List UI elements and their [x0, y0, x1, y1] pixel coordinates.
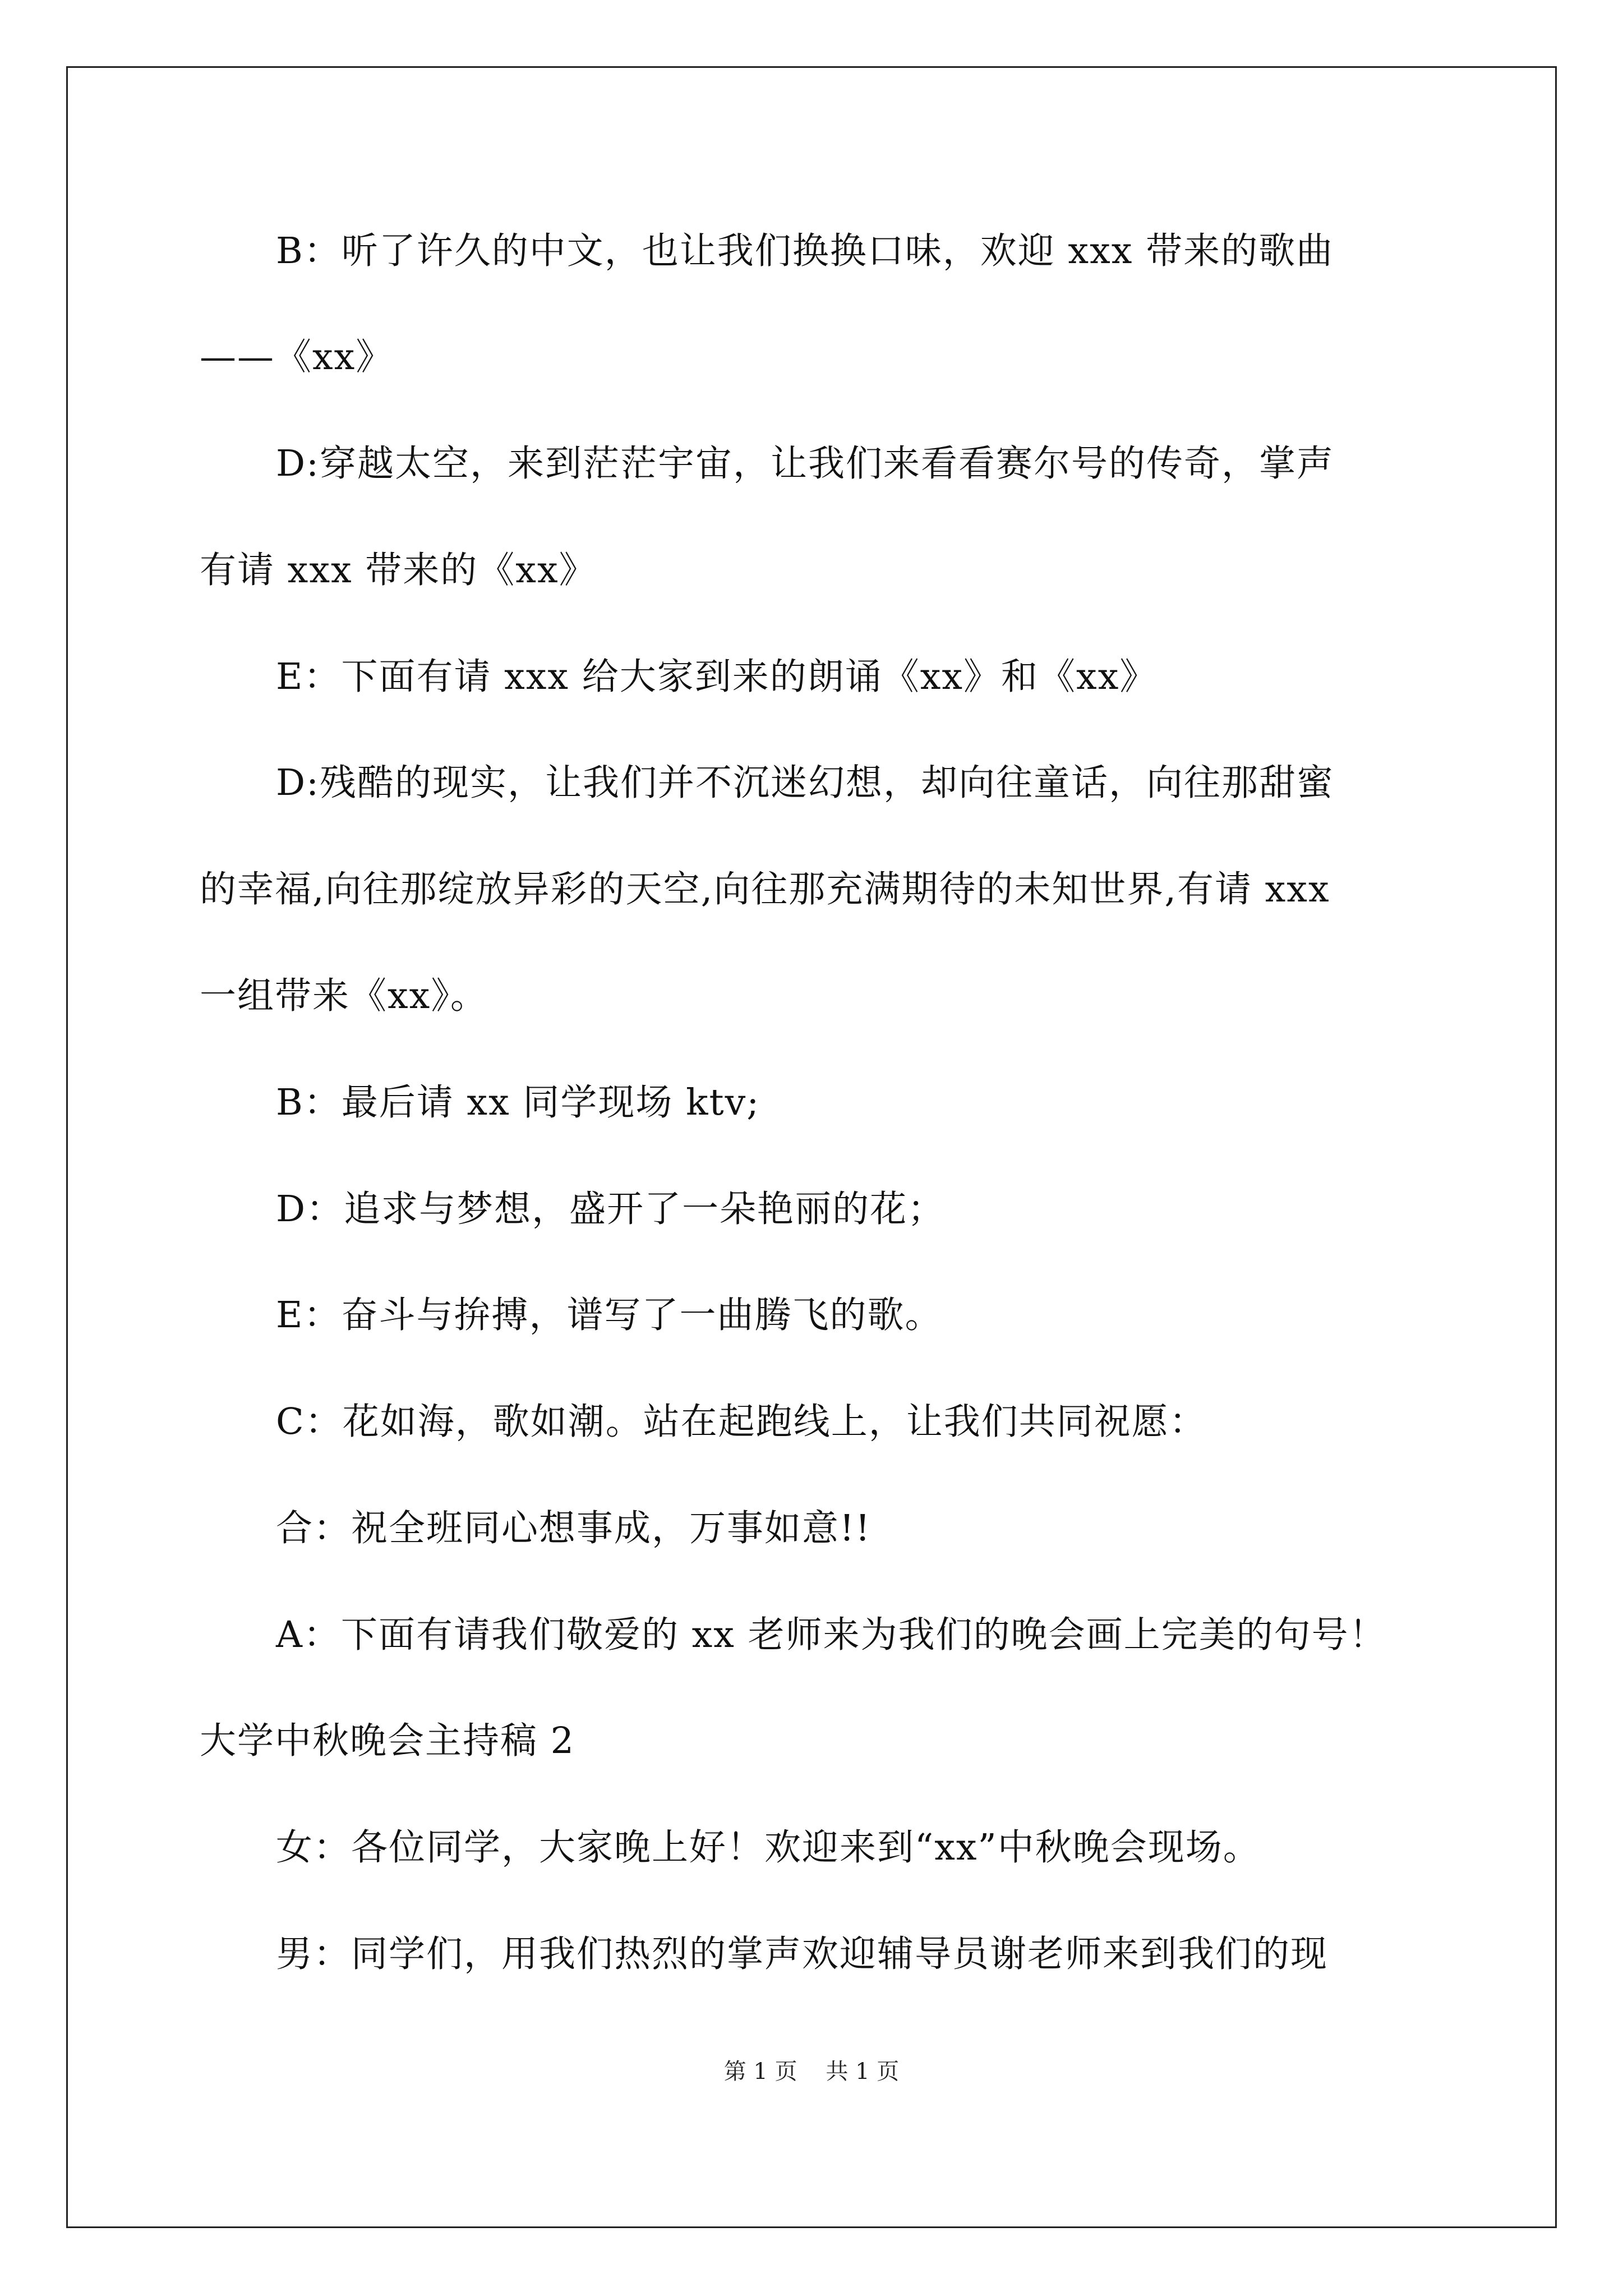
- text-line: D:穿越太空，来到茫茫宇宙，让我们来看看赛尔号的传奇，掌声: [276, 443, 1335, 485]
- text-line: E：下面有请 xxx 给大家到来的朗诵《xx》和《xx》: [276, 656, 1158, 698]
- text-line: ——《xx》: [200, 336, 394, 378]
- page-footer: 第 1 页 共 1 页: [723, 2059, 900, 2085]
- section-heading: 大学中秋晚会主持稿 2: [200, 1720, 575, 1762]
- text-line: E：奋斗与拚搏，谱写了一曲腾飞的歌。: [276, 1294, 943, 1336]
- text-line: 一组带来《xx》。: [200, 975, 488, 1017]
- text-line: B：最后请 xx 同学现场 ktv;: [276, 1082, 760, 1124]
- text-line: 有请 xxx 带来的《xx》: [200, 549, 597, 591]
- text-line: C：花如海，歌如潮。站在起跑线上，让我们共同祝愿：: [276, 1401, 1207, 1443]
- text-line: 合：祝全班同心想事成，万事如意!!: [276, 1507, 872, 1549]
- text-line: 的幸福,向往那绽放异彩的天空,向往那充满期待的未知世界,有请 xxx: [200, 868, 1330, 910]
- text-line: D:残酷的现实，让我们并不沉迷幻想，却向往童话，向往那甜蜜: [276, 762, 1335, 804]
- text-line: 男：同学们，用我们热烈的掌声欢迎辅导员谢老师来到我们的现: [276, 1933, 1329, 1975]
- text-line: D：追求与梦想，盛开了一朵艳丽的花；: [276, 1188, 946, 1230]
- text-line: A：下面有请我们敬爱的 xx 老师来为我们的晚会画上完美的句号！: [276, 1614, 1387, 1656]
- page-frame: [66, 66, 1557, 2228]
- text-line: 女：各位同学，大家晚上好！欢迎来到“xx”中秋晚会现场。: [276, 1826, 1261, 1869]
- text-line: B：听了许久的中文，也让我们换换口味，欢迎 xxx 带来的歌曲: [276, 230, 1334, 272]
